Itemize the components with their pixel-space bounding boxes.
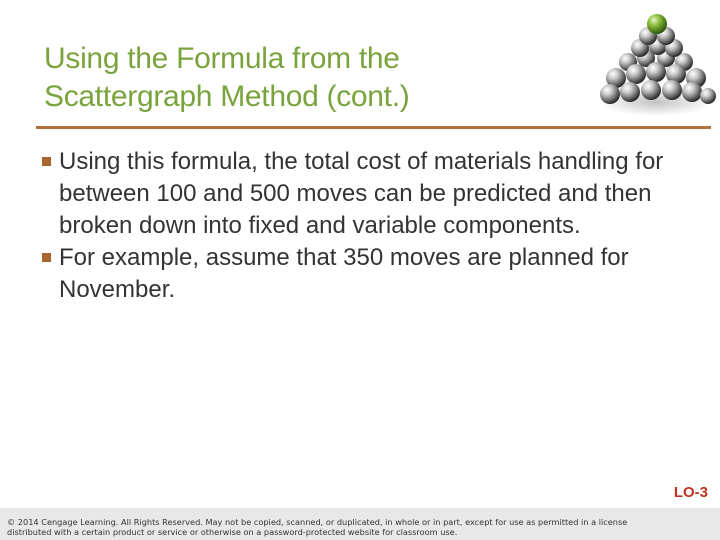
bullet-marker [42, 253, 51, 262]
bullet-text: For example, assume that 350 moves are planned for November. [59, 244, 629, 303]
copyright-text [7, 517, 717, 537]
copyright-footer [0, 508, 720, 540]
slide-title-line-1: Using the Formula from the [44, 42, 400, 75]
slide-title-line-2: Scattergraph Method (cont.) [44, 80, 410, 113]
title-divider [36, 126, 711, 129]
slide-title [44, 40, 564, 116]
copyright-line-1: © 2014 Cengage Learning. All Rights Reserved. May not be copied, scanned, or duplicated, in whole or in part, except for use as permitted in a license [7, 517, 628, 527]
bullet-item [40, 242, 680, 306]
bullet-item [40, 146, 680, 242]
copyright-line-2: distributed with a certain product or service or otherwise on a password-protected website for classroom use. [7, 527, 458, 537]
slide-body [40, 146, 680, 306]
bullet-marker [42, 157, 51, 166]
bullet-text: Using this formula, the total cost of materials handling for between 100 and 500 moves can be predicted and then broken down into fixed and variable components. [59, 148, 664, 239]
sphere-pyramid-icon [596, 12, 716, 118]
learning-objective-tag: LO-3 [673, 484, 708, 501]
